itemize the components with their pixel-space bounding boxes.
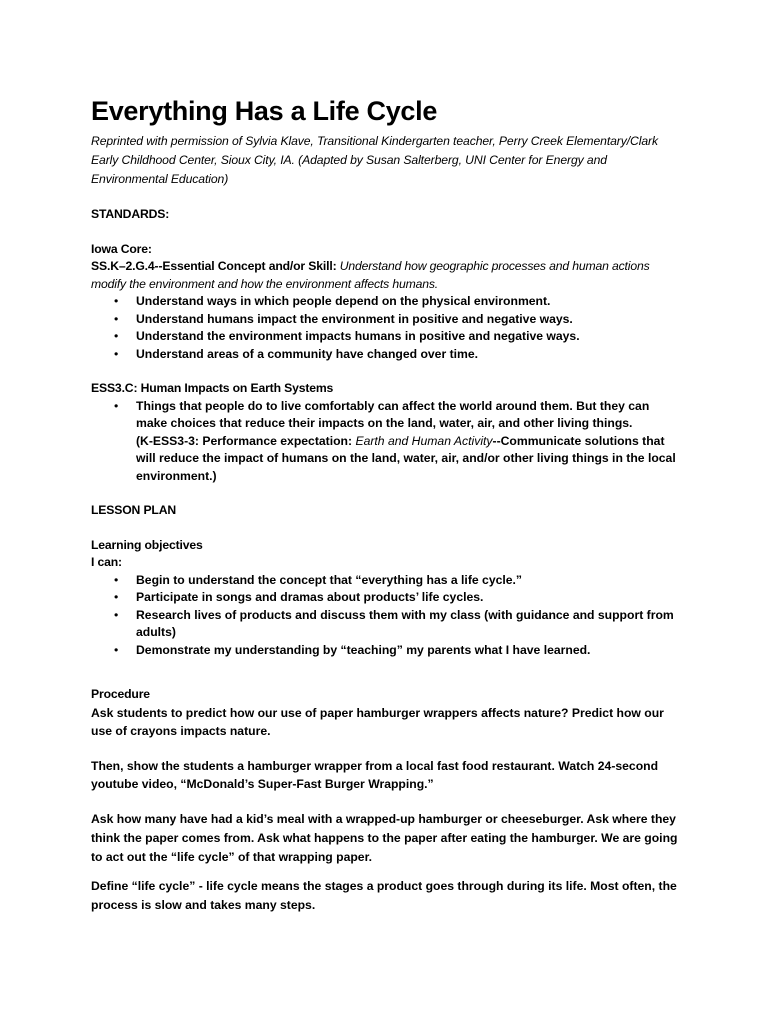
- bullet-icon: •: [114, 311, 119, 326]
- list-item: • Participate in songs and dramas about products’ life cycles.: [91, 589, 681, 607]
- objectives-bullet-list: [91, 572, 681, 660]
- document-page: [91, 94, 681, 915]
- bullet-icon: •: [114, 590, 119, 604]
- bullet-icon: •: [114, 572, 119, 587]
- performance-expectation-text: --Communicate solutions that will reduce the impact of humans on the land, water, air, and/or other living things in the local environment.): [136, 433, 676, 483]
- bullet-icon: •: [114, 642, 119, 657]
- list-item: • Demonstrate my understanding by “teaching” my parents what I have learned.: [91, 642, 681, 660]
- standard-description: Understand how geographic processes and human actions modify the environment and how the environment affects humans.: [91, 259, 650, 291]
- performance-expectation-topic: Earth and Human Activity: [352, 433, 493, 448]
- lesson-plan-heading: LESSON PLAN: [91, 503, 177, 517]
- list-item: [91, 398, 681, 486]
- standard-code: SS.K–2.G.4--Essential Concept and/or Skill:: [91, 259, 337, 273]
- list-item: • Understand areas of a community have changed over time.: [91, 346, 681, 364]
- ess3c-heading: ESS3.C: Human Impacts on Earth Systems: [91, 381, 334, 395]
- bullet-icon: •: [114, 346, 119, 361]
- procedure-paragraph: Then, show the students a hamburger wrapper from a local fast food restaurant. Watch 24-second youtube video, “McDonald’s Super-Fast Burger Wrapping.”: [91, 758, 659, 791]
- page-title: Everything Has a Life Cycle: [91, 96, 438, 126]
- iowa-core-standard: [91, 258, 681, 293]
- iowa-core-bullet-list: [91, 293, 681, 363]
- bullet-icon: •: [114, 329, 119, 343]
- bullet-icon: •: [114, 294, 119, 308]
- list-item: • Research lives of products and discuss them with my class (with guidance and support from adults): [114, 607, 674, 639]
- procedure-heading: Procedure: [91, 687, 150, 701]
- procedure-paragraph: Ask students to predict how our use of paper hamburger wrappers affects nature? Predict how our use of crayons impacts nature.: [91, 705, 664, 738]
- bullet-icon: •: [114, 398, 119, 413]
- ess3c-bullet-list: [91, 398, 681, 486]
- list-item: • Understand humans impact the environment in positive and negative ways.: [91, 311, 681, 329]
- credit-line: Reprinted with permission of Sylvia Klave, Transitional Kindergarten teacher, Perry Creek Elementary/Clark Early Childhood Center, Sioux City, IA. (Adapted by Susan Salterberg, UNI Center for Energy and Environmental Education): [91, 134, 658, 186]
- objectives-heading: Learning objectives: [91, 537, 203, 552]
- performance-expectation-code: (K-ESS3-3: Performance expectation:: [136, 433, 353, 448]
- standards-heading: STANDARDS:: [91, 207, 170, 221]
- list-item: • Understand the environment impacts humans in positive and negative ways.: [91, 328, 681, 346]
- procedure-paragraph: Ask how many have had a kid’s meal with a wrapped-up hamburger or cheeseburger. Ask where they think the paper comes from. Ask what happens to the paper after eating the hamburger. We are going to act out the “life cycle” of that wrapping paper.: [91, 811, 678, 864]
- bullet-icon: •: [114, 607, 119, 622]
- ess3c-text: Things that people do to live comfortably can affect the world around them. But they can make choices that reduce their impacts on the land, water, air, and other living things.: [136, 398, 650, 430]
- procedure-paragraph: Define “life cycle” - life cycle means the stages a product goes through during its life. Most often, the process is slow and takes many steps.: [91, 878, 677, 912]
- list-item: • Begin to understand the concept that “everything has a life cycle.”: [91, 572, 681, 590]
- objectives-intro: I can:: [91, 555, 122, 569]
- list-item: • Understand ways in which people depend on the physical environment.: [91, 293, 681, 311]
- iowa-core-label: Iowa Core:: [91, 241, 152, 256]
